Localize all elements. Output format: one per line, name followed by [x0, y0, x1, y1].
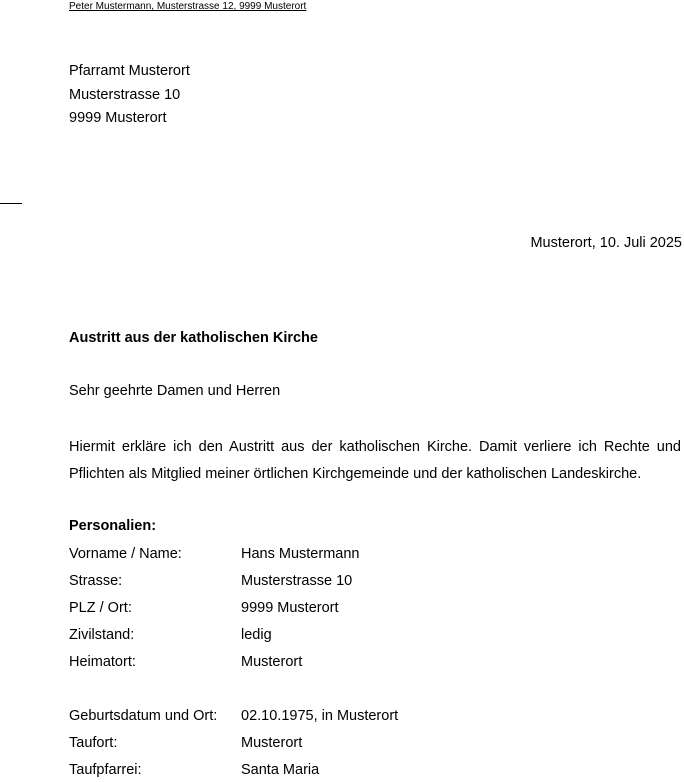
- body-paragraph: Hiermit erkläre ich den Austritt aus der katholischen Kirche. Damit verliere ich Rechte und Pflichten als Mitglied meiner örtlichen Kirchgemeinde und der katholischen Landeskirche.: [69, 439, 681, 482]
- field-value: ledig: [241, 627, 272, 643]
- field-value: Musterstrasse 10: [241, 573, 353, 589]
- recipient-address: [69, 60, 190, 131]
- sender-return-address: Peter Mustermann, Musterstrasse 12, 9999 Musterort: [69, 1, 307, 12]
- personalien-heading: Personalien:: [69, 518, 157, 534]
- field-value: 9999 Musterort: [241, 600, 339, 616]
- field-label: Strasse:: [69, 573, 123, 589]
- salutation: Sehr geehrte Damen und Herren: [69, 383, 281, 399]
- field-label: Vorname / Name:: [69, 546, 182, 562]
- recipient-name: Pfarramt Musterort: [69, 63, 190, 79]
- field-value: Santa Maria: [241, 762, 320, 778]
- fold-mark: [0, 203, 22, 204]
- field-value: Hans Mustermann: [241, 546, 360, 562]
- field-label: PLZ / Ort:: [69, 600, 132, 616]
- field-label: Taufort:: [69, 735, 118, 751]
- field-label: Heimatort:: [69, 654, 136, 670]
- date-line: Musterort, 10. Juli 2025: [530, 235, 682, 251]
- recipient-city: 9999 Musterort: [69, 110, 167, 126]
- field-label: Geburtsdatum und Ort:: [69, 708, 218, 724]
- recipient-street: Musterstrasse 10: [69, 86, 181, 103]
- subject-line: Austritt aus der katholischen Kirche: [69, 330, 318, 346]
- field-label: Taufpfarrei:: [69, 762, 142, 778]
- field-value: Musterort: [241, 735, 303, 751]
- field-value: Musterort: [241, 654, 303, 670]
- field-value: 02.10.1975, in Musterort: [241, 708, 399, 724]
- field-label: Zivilstand:: [69, 627, 135, 643]
